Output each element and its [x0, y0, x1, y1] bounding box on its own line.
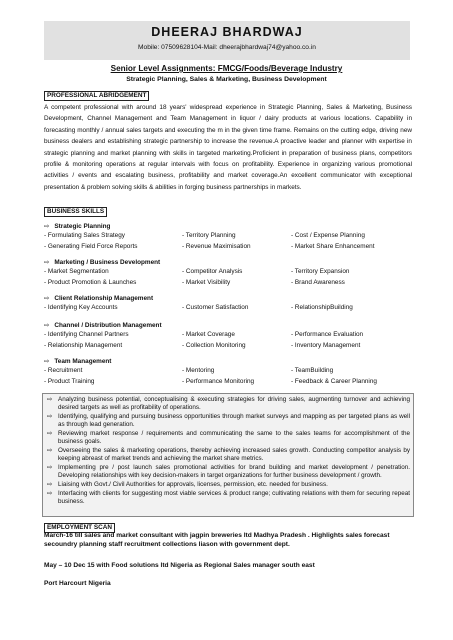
skill-group-marketing	[44, 258, 424, 288]
skill-item: - Identifying Channel Partners	[44, 331, 129, 338]
skill-group-client-relationship	[44, 294, 424, 314]
list-item: ⇨ Liaising with Govt./ Civil Authorities for approvals, licenses, permission, etc. needed for business.	[47, 481, 328, 488]
skill-item: - RelationshipBuilding	[291, 304, 353, 311]
assignment-subtitle: Strategic Planning, Sales & Marketing, Business Development	[126, 76, 327, 83]
arrow-right-icon: ⇨	[47, 430, 53, 437]
skill-item: - Territory Planning	[182, 232, 236, 239]
skill-item: - TeamBuilding	[291, 367, 334, 374]
arrow-right-icon: ⇨	[44, 295, 50, 302]
skill-item: - Feedback & Career Planning	[291, 377, 377, 385]
skill-group-title: ⇨ Channel / Distribution Management	[44, 322, 162, 329]
skill-row	[44, 278, 424, 289]
skill-item: - Product Promotion & Launches	[44, 278, 137, 286]
arrow-right-icon: ⇨	[47, 481, 53, 488]
skill-group-team-management	[44, 357, 424, 387]
skill-item: - Territory Expansion	[291, 268, 350, 275]
skill-item: - Market Share Enhancement	[291, 242, 375, 250]
header-band	[44, 21, 410, 60]
skill-row	[44, 303, 424, 314]
arrow-right-icon: ⇨	[47, 447, 53, 454]
assignment-title: Senior Level Assignments: FMCG/Foods/Beverage Industry	[110, 64, 343, 73]
skill-item: - Market Visibility	[182, 278, 231, 286]
arrow-right-icon: ⇨	[47, 396, 53, 403]
skill-row	[44, 242, 424, 253]
employment-entry: May – 10 Dec 15 with Food solutions ltd Nigeria as Regional Sales manager south east	[44, 562, 315, 569]
list-item: ⇨ Interfacing with clients for suggesting most viable services & product range; cultivating relations with them for securing repeat business.	[47, 489, 410, 505]
highlights-box	[42, 393, 414, 517]
skill-item: - Product Training	[44, 377, 95, 385]
arrow-right-icon: ⇨	[44, 358, 50, 365]
skill-item: - Inventory Management	[291, 341, 361, 349]
arrow-right-icon: ⇨	[47, 464, 53, 471]
skill-item: - Mentoring	[182, 367, 215, 374]
highlights-list	[46, 396, 410, 506]
skill-group-strategic-planning	[44, 222, 424, 252]
summary-paragraph: A competent professional with around 18 years' widespread experience in Strategic Planning, Sales & Marketing, Business Development, Channel Management and Team Management in liquor / dairy products at various locations. Capability in forecasting monthly / annual sales targets and executing the m in the given time frame. Remains on the cutting edge, driving new business dealers and establishing strategic partnership to increase the revenue.A proactive leader and planner with expertise in strategic planning and market planning with skills in targeted marketing.Proficient in preparation of business plans, competitors profile & monitoring operations at regular intervals with focus on profitability. Experience in organizing various promotional activities / events and escalating business, profitability and market coverage.An excellent communicator with exceptional presentation & problem solving skills & abilities in forging business partnerships in markets.	[44, 104, 412, 191]
list-item: ⇨ Analyzing business potential, conceptualising & executing strategies for driving sales, augmenting turnover and achieving desired targets as well as profitability of operations.	[47, 396, 410, 412]
arrow-right-icon: ⇨	[47, 489, 53, 497]
skill-item: - Cost / Expense Planning	[291, 232, 365, 239]
skill-item: - Market Coverage	[182, 331, 235, 338]
skill-group-title: ⇨ Strategic Planning	[44, 223, 111, 230]
list-item: ⇨ Identifying, qualifying and pursuing business opportunities through market surveys and mapping as per targeted plans as well as through lead generation.	[47, 413, 410, 429]
skill-group-channel-distribution	[44, 321, 424, 351]
section-heading-employment: EMPLOYMENT SCAN	[44, 523, 115, 533]
skill-group-title: ⇨ Client Relationship Management	[44, 295, 154, 302]
skill-row	[44, 231, 424, 242]
employment-entry: March-16 till sales and market consultant with jagpin breweries ltd Madhya Pradesh . Highlights sales forecast secoundry planning staff recruitment collections liason with government dept.	[44, 532, 390, 548]
skill-group-title: ⇨ Team Management	[44, 358, 112, 365]
employment-location: Port Harcourt Nigeria	[44, 580, 111, 587]
skill-item: - Generating Field Force Reports	[44, 242, 138, 250]
list-item: ⇨ Overseeing the sales & marketing operations, thereby achieving increased sales growth. Conducting competitor analysis by keeping abreast of market trends and achieving the market share metrics.	[47, 447, 410, 463]
skill-item: - Recruitment	[44, 367, 83, 374]
skill-item: - Customer Satisfaction	[182, 304, 249, 311]
list-item: ⇨ Reviewing market response / requirements and communicating the same to the sales teams for accomplishment of the business goals.	[47, 430, 410, 446]
section-heading-skills: BUSINESS SKILLS	[44, 207, 107, 217]
contact-line: Mobile: 07509628104-Mail: dheerajbhardwaj74@yahoo.co.in	[138, 44, 316, 51]
skill-item: - Performance Evaluation	[291, 331, 364, 338]
skill-group-title: ⇨ Marketing / Business Development	[44, 259, 161, 266]
skill-item: - Revenue Maximisation	[182, 242, 251, 250]
arrow-right-icon: ⇨	[44, 223, 50, 230]
skill-item: - Identifying Key Accounts	[44, 304, 118, 311]
skill-row	[44, 330, 424, 341]
skill-row	[44, 377, 424, 388]
arrow-right-icon: ⇨	[44, 259, 50, 266]
candidate-name: DHEERAJ BHARDWAJ	[151, 25, 303, 39]
skill-item: - Brand Awareness	[291, 278, 345, 286]
skill-item: - Relationship Management	[44, 341, 123, 349]
skill-row	[44, 267, 424, 278]
skill-item: - Collection Monitoring	[182, 341, 246, 349]
skill-item: - Market Segmentation	[44, 268, 109, 275]
skill-item: - Formulating Sales Strategy	[44, 232, 125, 239]
list-item: ⇨ Implementing pre / post launch sales promotional activities for brand building and market development / penetration. Developing relationships with key decision-makers in target organizations for further business development / growth.	[47, 464, 410, 480]
skill-row	[44, 341, 424, 352]
skill-item: - Performance Monitoring	[182, 377, 255, 385]
arrow-right-icon: ⇨	[47, 413, 53, 420]
section-heading-abridgement: PROFESSIONAL ABRIDGEMENT	[44, 91, 149, 101]
arrow-right-icon: ⇨	[44, 322, 50, 329]
skill-item: - Competitor Analysis	[182, 268, 243, 275]
skill-row	[44, 366, 424, 377]
